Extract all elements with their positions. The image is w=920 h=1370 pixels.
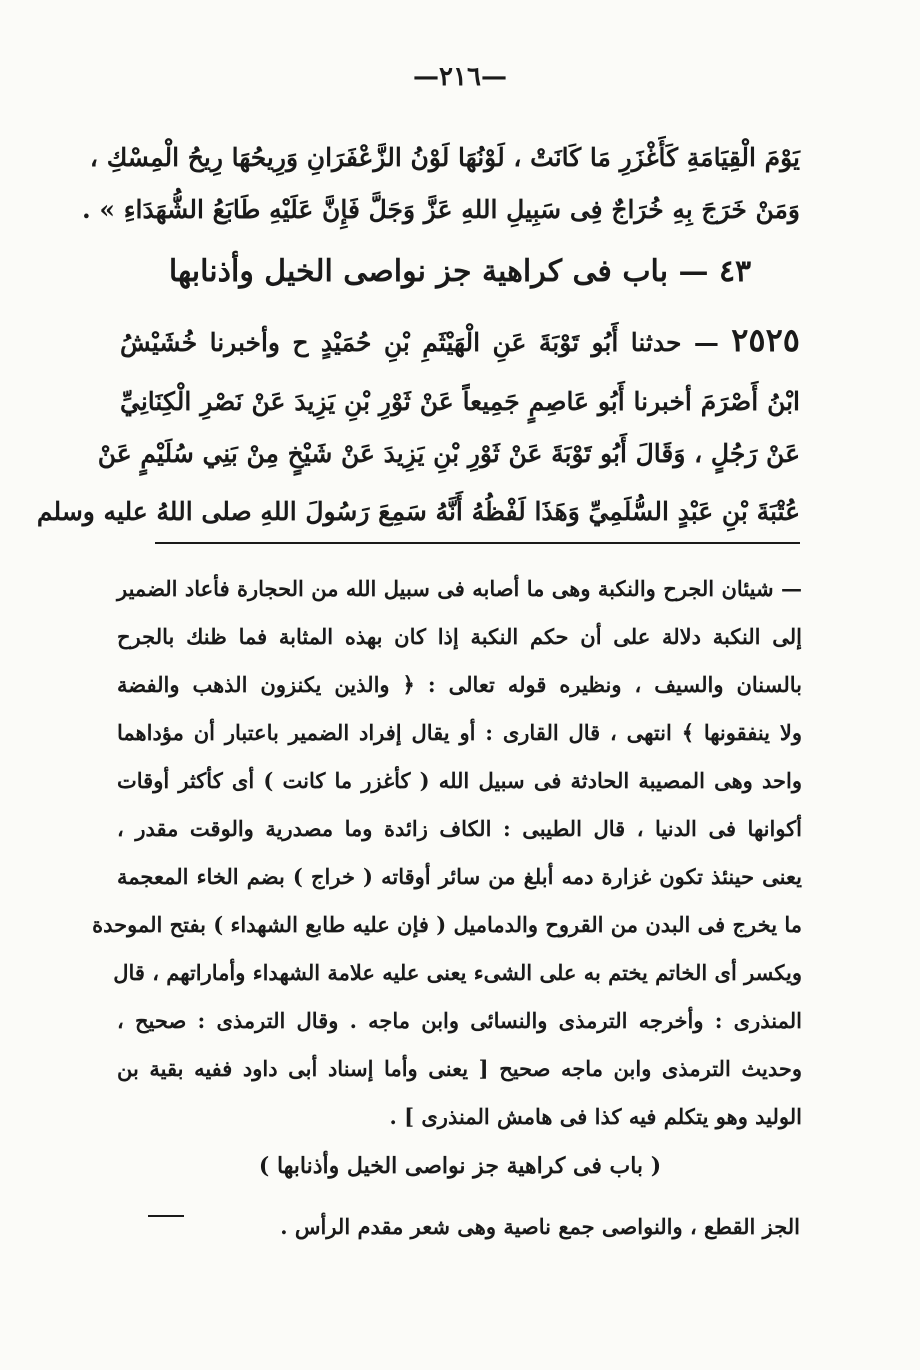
footnote-line: أكوانها فى الدنيا ، قال الطيبى : الكاف زائدة وما مصدرية والوقت مقدر ، <box>117 816 802 841</box>
footnote-line: ويكسر أى الخاتم يختم به على الشىء يعنى عليه علامة الشهداء وأماراتهم ، قال <box>113 960 802 985</box>
footnote-line: ولا ينفقونها ﴾ انتهى ، قال القارى : أو يقال إفراد الضمير باعتبار أن مؤداهما <box>117 720 802 745</box>
footnote-divider <box>155 542 800 544</box>
continuation-dash <box>148 1215 184 1217</box>
main-text-line: يَوْمَ الْقِيَامَةِ كَأَغْزَرِ مَا كَانَتْ ، لَوْنُهَا لَوْنُ الزَّعْفَرَانِ وَرِيحُهَا رِيحُ الْمِسْكِ ، <box>89 143 800 172</box>
main-text-line: وَمَنْ خَرَجَ بِهِ خُرَاجٌ فِى سَبِيلِ اللهِ عَزَّ وَجَلَّ فَإِنَّ عَلَيْهِ طَابَعُ الشُّهَدَاءِ » . <box>82 195 800 224</box>
footnote-line: وحديث الترمذى وابن ماجه صحيح [ يعنى وأما إسناد أبى داود ففيه بقية بن <box>117 1056 802 1081</box>
footnote-chapter-heading: ( باب فى كراهية جز نواصى الخيل وأذنابها ) <box>258 1153 662 1179</box>
hadith-first-line <box>120 318 800 362</box>
hadith-first-line-text: — حدثنا أَبُو تَوْبَةَ عَنِ الْهَيْثَمِ بْنِ حُمَيْدٍ ح وأخبرنا خُشَيْشُ <box>120 328 719 357</box>
footnote-line: ما يخرج فى البدن من القروح والدماميل ( فإن عليه طابع الشهداء ) بفتح الموحدة <box>92 912 802 937</box>
footnote-line: الوليد وهو يتكلم فيه كذا فى هامش المنذرى ] . <box>389 1104 802 1129</box>
main-text-line: عُتْبَةَ بْنِ عَبْدٍ السُّلَمِيِّ وَهَذَا لَفْظُهُ أَنَّهُ سَمِعَ رَسُولَ اللهِ صلى اللهُ عليه وسلم <box>36 497 800 526</box>
hadith-number: ٢٥٢٥ <box>731 321 800 359</box>
page-number: —٢١٦— <box>413 62 507 92</box>
footnote-last-line: الجز القطع ، والنواصى جمع ناصية وهى شعر مقدم الرأس . <box>280 1214 800 1239</box>
main-text-line: ابْنُ أَصْرَمَ أخبرنا أَبُو عَاصِمٍ جَمِيعاً عَنْ ثَوْرِ بْنِ يَزِيدَ عَنْ نَصْرِ الْكِنَانِيِّ <box>120 387 800 416</box>
footnote-line: — شيئان الجرح والنكبة وهى ما أصابه فى سبيل الله من الحجارة فأعاد الضمير <box>117 576 802 601</box>
chapter-heading: ٤٣ — باب فى كراهية جز نواصى الخيل وأذنابها <box>168 254 752 289</box>
footnote-line: بالسنان والسيف ، ونظيره قوله تعالى : ﴿ والذين يكنزون الذهب والفضة <box>117 672 802 697</box>
footnote-line: واحد وهى المصيبة الحادثة فى سبيل الله ( كأغزر ما كانت ) أى كأكثر أوقات <box>117 768 802 793</box>
footnote-line: المنذرى : وأخرجه الترمذى والنسائى وابن ماجه . وقال الترمذى : صحيح ، <box>117 1008 802 1033</box>
main-text-line: عَنْ رَجُلٍ ، وَقَالَ أَبُو تَوْبَةَ عَنْ ثَوْرِ بْنِ يَزِيدَ عَنْ شَيْخٍ مِنْ بَنِي سُلَيْمٍ عَنْ <box>97 439 800 468</box>
footnote-line: يعنى حينئذ تكون غزارة دمه أبلغ من سائر أوقاته ( خراج ) بضم الخاء المعجمة <box>117 864 802 889</box>
footnote-line: إلى النكبة دلالة على أن حكم النكبة إذا كان بهذه المثابة فما ظنك بالجرح <box>117 624 802 649</box>
